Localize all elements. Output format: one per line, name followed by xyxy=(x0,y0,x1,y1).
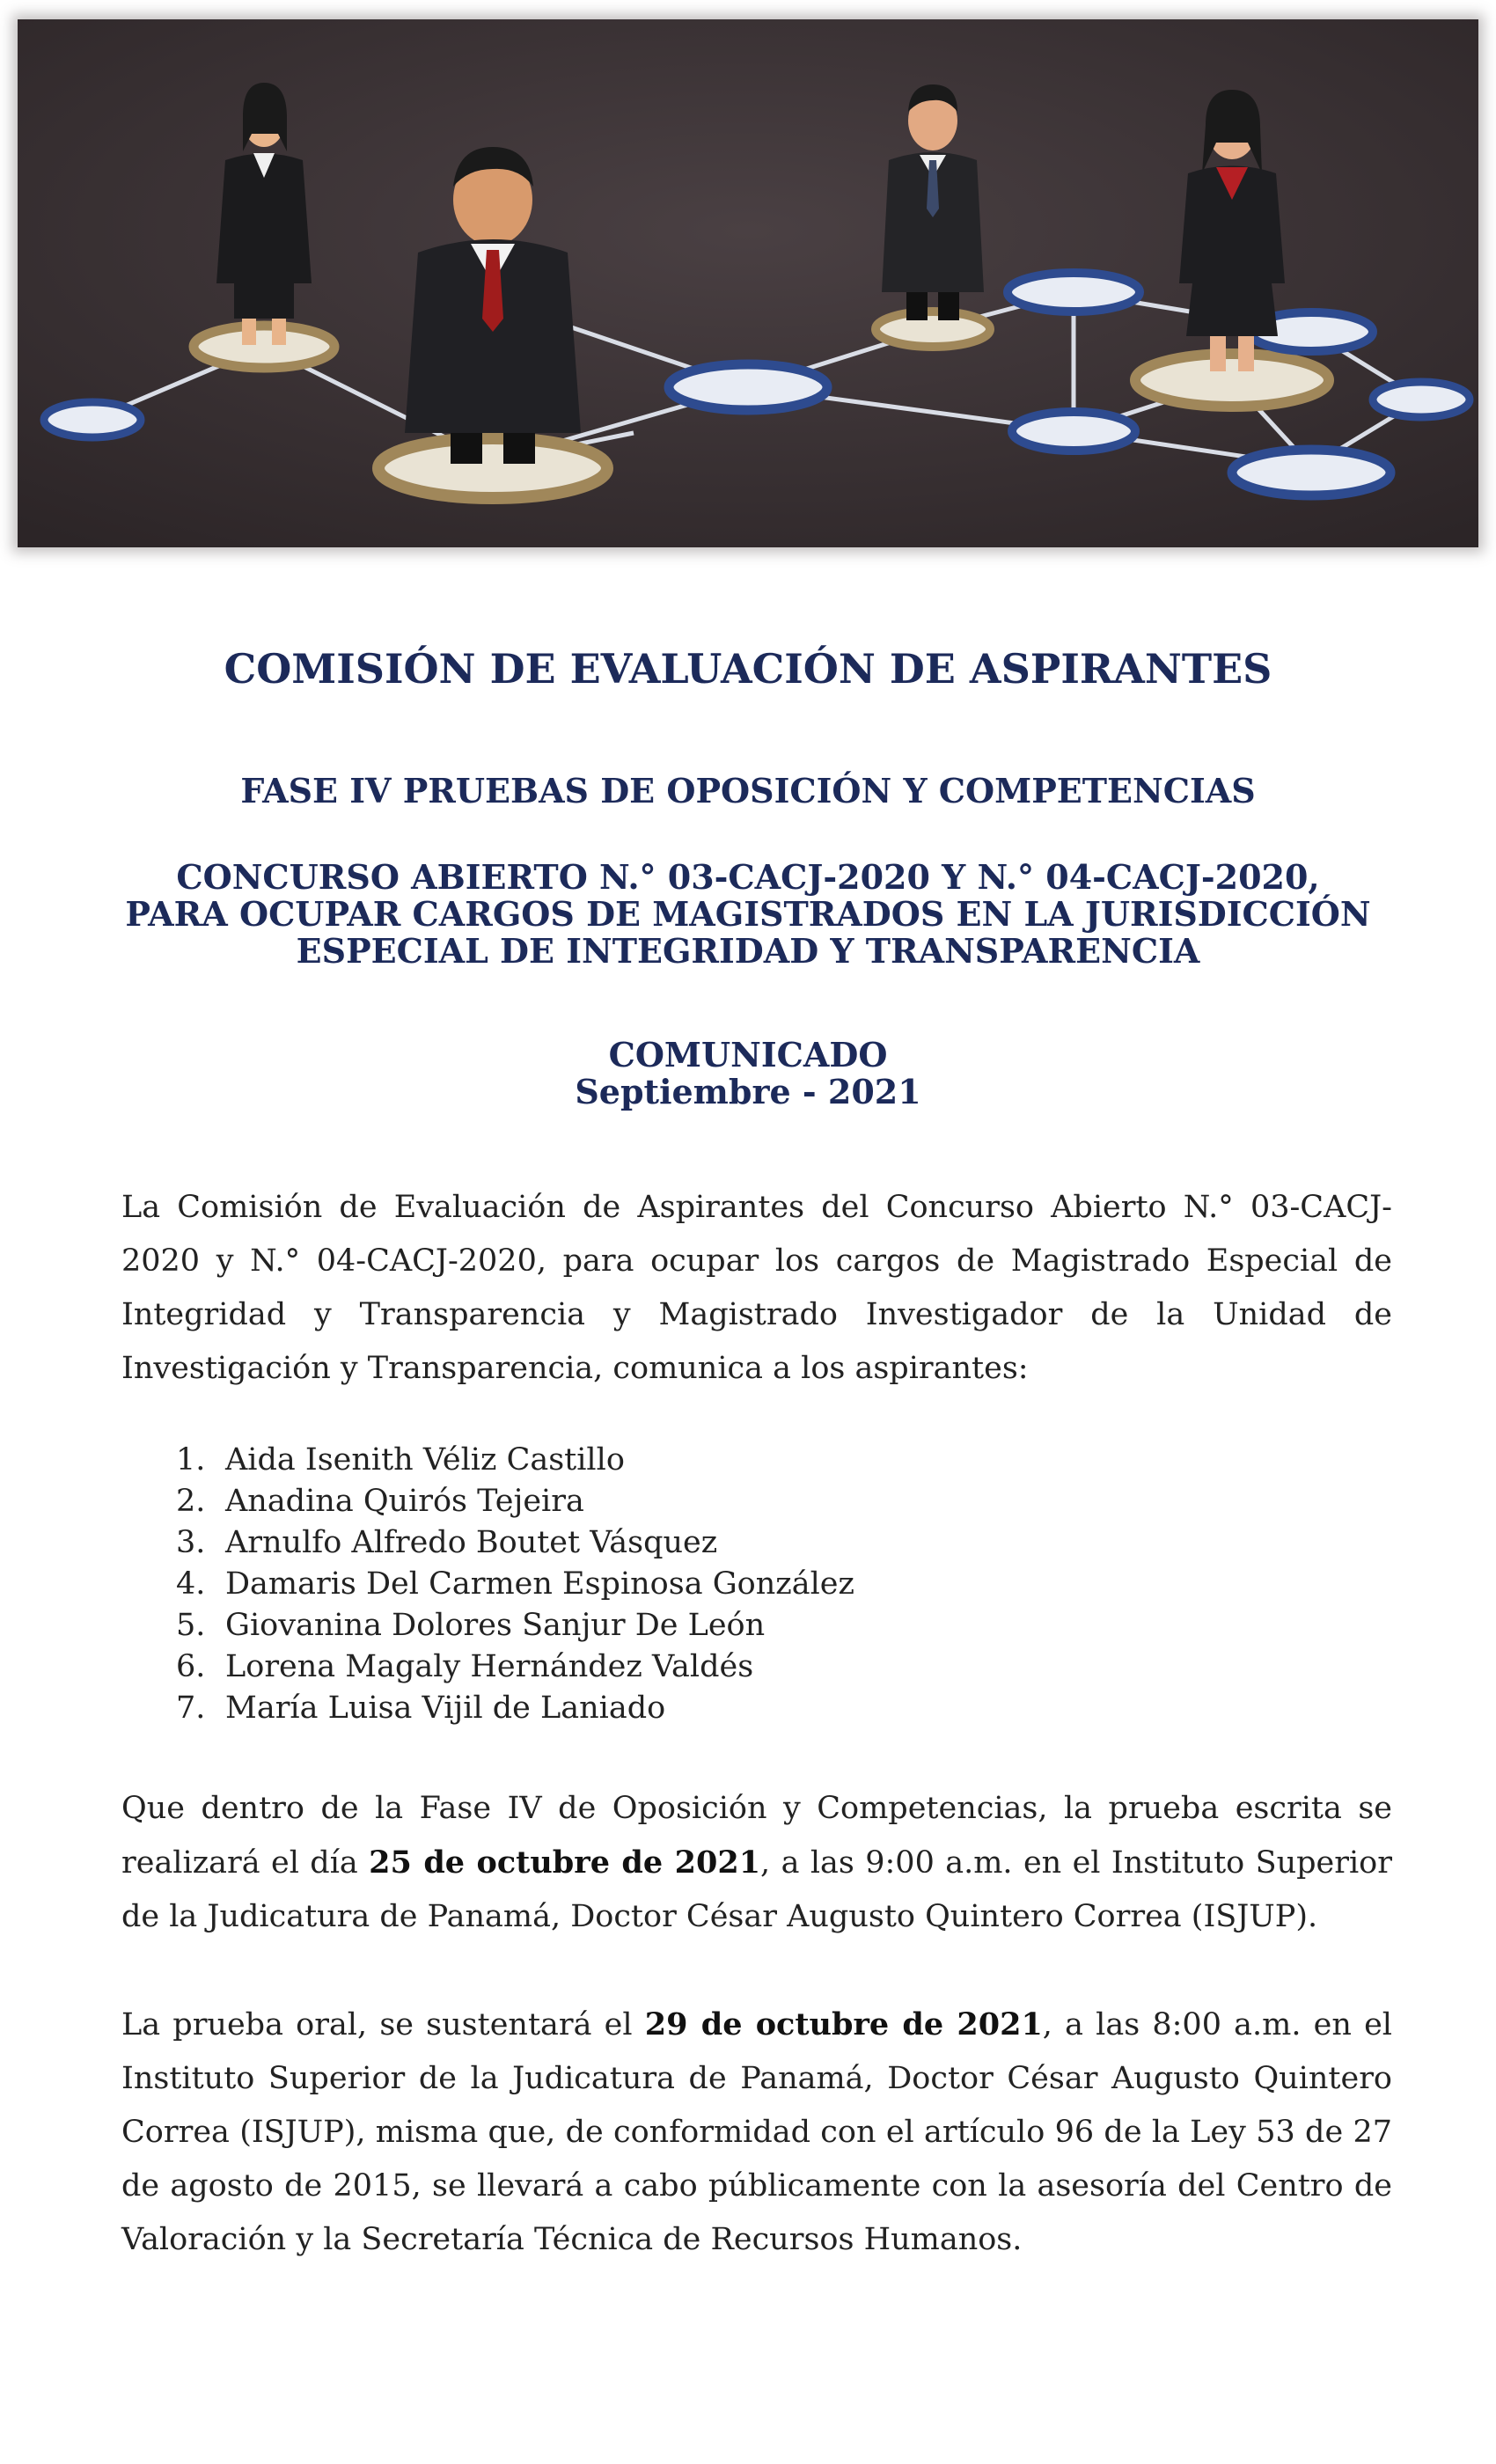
contest-title-line-2: PARA OCUPAR CARGOS DE MAGISTRADOS EN LA JURISDICCIÓN xyxy=(125,894,1371,934)
list-item-number: 2. xyxy=(176,1484,206,1519)
list-item-name: Anadina Quirós Tejeira xyxy=(225,1484,584,1519)
contest-title-line-3: ESPECIAL DE INTEGRIDAD Y TRANSPARENCIA xyxy=(296,931,1200,971)
oral-test-date: 29 de octubre de 2021 xyxy=(644,2006,1043,2042)
list-item xyxy=(176,1646,854,1688)
list-item xyxy=(176,1564,854,1605)
notice-label: COMUNICADO xyxy=(608,1035,888,1074)
candidate-list xyxy=(176,1440,854,1729)
oral-test-paragraph xyxy=(121,1998,1392,2267)
written-test-paragraph xyxy=(121,1782,1392,1944)
list-item-number: 7. xyxy=(176,1690,206,1726)
notice-header xyxy=(0,1035,1496,1112)
list-item-name: Aida Isenith Véliz Castillo xyxy=(225,1442,625,1478)
list-item-name: María Luisa Vijil de Laniado xyxy=(225,1690,666,1726)
page-title: COMISIÓN DE EVALUACIÓN DE ASPIRANTES xyxy=(224,645,1272,693)
list-item xyxy=(176,1440,854,1481)
phase-title: FASE IV PRUEBAS DE OPOSICIÓN Y COMPETENCIAS xyxy=(240,771,1256,810)
intro-paragraph: La Comisión de Evaluación de Aspirantes del Concurso Abierto N.° 03-CACJ-2020 y N.° 04-CACJ-2020, para ocupar los cargos de Magistrado Especial de Integridad y Transparencia y Magistrado Investigador de la Unidad de Investigación y Transparencia, comunica a los aspirantes: xyxy=(121,1190,1392,1386)
contest-title xyxy=(0,857,1496,972)
oral-test-text-after: , a las 8:00 a.m. en el Instituto Superior de la Judicatura de Panamá, Doctor César Augusto Quintero Correa (ISJUP), misma que, de conformidad con el artículo 96 de la Ley 53 de 27 de agosto de 2015, se llevará a cabo públicamente con la asesoría del Centro de Valoración y la Secretaría Técnica de Recursos Humanos. xyxy=(121,2007,1392,2257)
header-banner-image xyxy=(18,19,1478,547)
list-item xyxy=(176,1605,854,1646)
list-item-number: 1. xyxy=(176,1442,206,1478)
list-item-number: 6. xyxy=(176,1649,206,1684)
list-item xyxy=(176,1481,854,1522)
written-test-date: 25 de octubre de 2021 xyxy=(369,1844,761,1881)
contest-title-line-1: CONCURSO ABIERTO N.° 03-CACJ-2020 Y N.° 04-CACJ-2020, xyxy=(176,857,1320,897)
list-item xyxy=(176,1688,854,1729)
list-item-name: Arnulfo Alfredo Boutet Vásquez xyxy=(225,1525,718,1560)
network-people-icon xyxy=(18,19,1478,547)
list-item-name: Lorena Magaly Hernández Valdés xyxy=(225,1649,754,1684)
list-item xyxy=(176,1522,854,1564)
list-item-number: 3. xyxy=(176,1525,206,1560)
list-item-name: Damaris Del Carmen Espinosa González xyxy=(225,1566,854,1602)
list-item-name: Giovanina Dolores Sanjur De León xyxy=(225,1608,766,1643)
notice-date: Septiembre - 2021 xyxy=(575,1072,921,1111)
oral-test-text-before: La prueba oral, se sustentará el xyxy=(121,2007,645,2042)
list-item-number: 5. xyxy=(176,1608,206,1643)
list-item-number: 4. xyxy=(176,1566,206,1602)
written-test-text-before: Que dentro de la Fase IV de Oposición y Competencias, la prueba escrita se realizará el día xyxy=(121,1791,1392,1881)
written-test-text-after: , a las 9:00 a.m. en el Instituto Superior de la Judicatura de Panamá, Doctor César Augusto Quintero Correa (ISJUP). xyxy=(121,1845,1392,1934)
